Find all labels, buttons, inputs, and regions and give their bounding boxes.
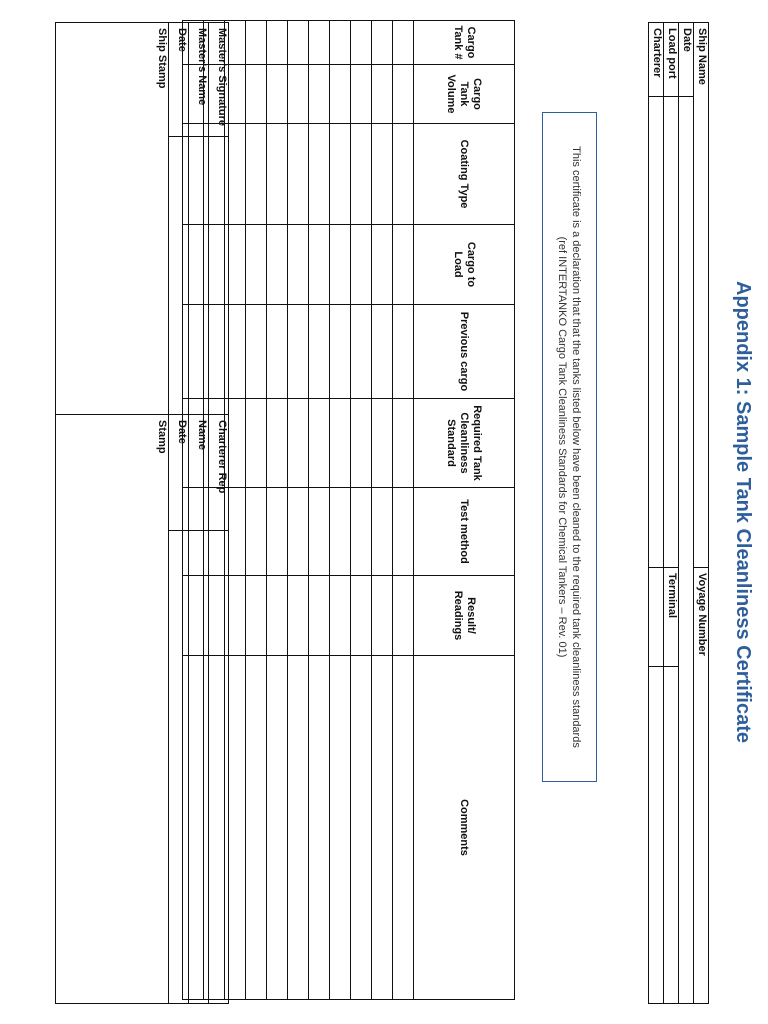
header-result-readings: Result/ Readings [414, 576, 515, 656]
charterer-rep-label: Charterer Rep [209, 415, 229, 531]
charterer-label: Charterer [649, 23, 664, 97]
masters-signature-field[interactable] [209, 137, 229, 415]
table-row[interactable] [351, 21, 372, 1000]
ship-stamp-box[interactable]: Ship Stamp [56, 23, 169, 415]
load-port-field[interactable] [664, 97, 679, 568]
date-label: Date [679, 23, 694, 97]
declaration-box [542, 112, 597, 782]
header-cargo-tank-number: Cargo Tank # [414, 21, 515, 65]
charterer-field[interactable] [649, 97, 664, 568]
date-right-field[interactable] [169, 531, 189, 1004]
page-title: Appendix 1: Sample Tank Cleanliness Certificate [732, 281, 754, 743]
terminal-label: Terminal [664, 568, 679, 667]
table-row[interactable] [372, 21, 393, 1000]
declaration-reference: (ref INTERTANKO Cargo Tank Cleanliness Standards for Chemical Tankers – Rev. 01) [556, 236, 569, 658]
ship-name-label: Ship Name [694, 23, 709, 568]
charterer-rep-field[interactable] [209, 531, 229, 1004]
date-right-label: Date [169, 415, 189, 531]
header-coating-type: Coating Type [414, 124, 515, 225]
date-left-field[interactable] [169, 137, 189, 415]
name-field[interactable] [189, 531, 209, 1004]
date-left-label: Date [169, 23, 189, 137]
header-test-method: Test method [414, 488, 515, 576]
table-row[interactable] [267, 21, 288, 1000]
header-previous-cargo: Previous cargo [414, 305, 515, 399]
header-comments: Comments [414, 656, 515, 1000]
masters-signature-label: Master's Signature [209, 23, 229, 137]
charterer-blank-cell [649, 667, 664, 1004]
table-row[interactable] [330, 21, 351, 1000]
table-row[interactable] [393, 21, 414, 1000]
ship-info-table [648, 22, 709, 1004]
table-row[interactable] [246, 21, 267, 1000]
stamp-box[interactable]: Stamp [56, 415, 169, 1004]
signature-table [55, 22, 229, 1004]
tank-table [182, 20, 515, 1000]
name-label: Name [189, 415, 209, 531]
header-cargo-tank-volume: Cargo Tank Volume [414, 65, 515, 124]
voyage-number-label: Voyage Number [694, 568, 709, 1004]
masters-name-field[interactable] [189, 137, 209, 415]
table-row[interactable] [288, 21, 309, 1000]
terminal-field[interactable] [664, 667, 679, 1004]
charterer-blank-cell [649, 568, 664, 667]
table-row[interactable] [309, 21, 330, 1000]
load-port-label: Load port [664, 23, 679, 97]
declaration-text: This certificate is a declaration that that the tanks listed below have been cleaned to the required tank cleanliness standards [570, 146, 583, 748]
date-field[interactable] [679, 97, 694, 1004]
header-required-cleanliness-standard: Required Tank Cleanliness Standard [414, 399, 515, 488]
header-cargo-to-load: Cargo to Load [414, 225, 515, 305]
masters-name-label: Master's Name [189, 23, 209, 137]
